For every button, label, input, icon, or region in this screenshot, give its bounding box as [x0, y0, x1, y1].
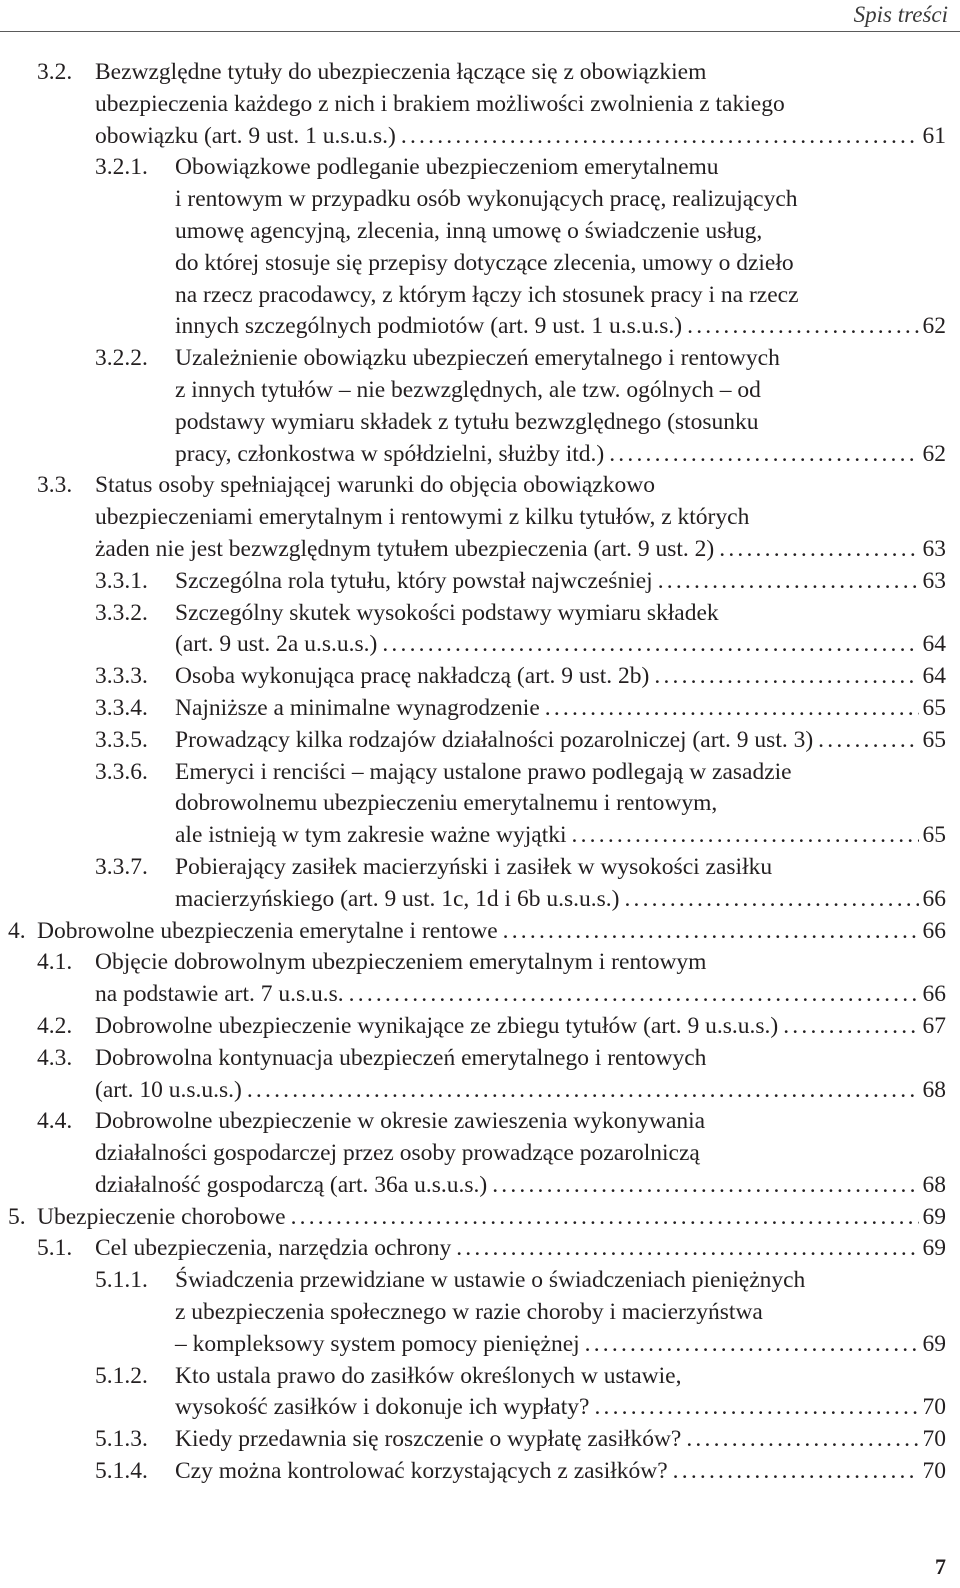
toc-entry-title-line: umowę agencyjną, zlecenia, inną umowę o świadczenie usług,: [175, 217, 763, 244]
toc-entry-page: 62: [922, 440, 946, 467]
toc-entry-page: 69: [922, 1203, 946, 1230]
toc-entry-title-line: ale istnieją w tym zakresie ważne wyjątki: [175, 822, 567, 849]
toc-entry-page: 64: [922, 631, 946, 658]
toc-entry-number: 4.2.: [37, 1012, 73, 1039]
toc-entry-title-line: Objęcie dobrowolnym ubezpieczeniem emerytalnym i rentowym: [95, 949, 707, 976]
toc-entry-title-line: Emeryci i renciści – mający ustalone prawo podlegają w zasadzie: [175, 758, 792, 785]
toc-entry-number: 5.1.: [37, 1235, 73, 1262]
toc-entry-page: 65: [922, 694, 946, 721]
toc-entry-number: 4.: [8, 917, 26, 944]
dot-leader: [783, 1011, 918, 1043]
toc-entry-title-line: Osoba wykonująca pracę nakładczą (art. 9 ust. 2b): [175, 663, 650, 690]
toc-entry[interactable]: [0, 1011, 946, 1043]
toc-entry-page: 65: [922, 726, 946, 753]
toc-entry-title-line: (art. 9 ust. 2a u.s.u.s.): [175, 631, 378, 658]
toc-entry-page: 70: [922, 1458, 946, 1485]
toc-entry-title-line: Bezwzględne tytuły do ubezpieczenia łączące się z obowiązkiem: [95, 59, 707, 85]
dot-leader: [686, 1424, 918, 1456]
toc-entry-title-line: Obowiązkowe podleganie ubezpieczeniom emerytalnemu: [175, 154, 719, 181]
dot-leader: [609, 439, 918, 471]
toc-entry-number: 3.3.4.: [95, 694, 148, 721]
toc-entry-number: 5.: [8, 1203, 26, 1230]
toc-entry-title-line: i rentowym w przypadku osób wykonujących pracę, realizujących: [175, 186, 798, 213]
toc-entry[interactable]: [0, 152, 946, 343]
toc-entry[interactable]: [0, 470, 946, 565]
toc-entry-title-line: Ubezpieczenie chorobowe: [37, 1203, 286, 1230]
toc-entry[interactable]: [0, 1233, 946, 1265]
toc-entry[interactable]: [0, 693, 946, 725]
toc-entry-title-line: do której stosuje się przepisy dotyczące zlecenia, umowy o dzieło: [175, 249, 794, 276]
toc-entry-title-line: Czy można kontrolować korzystających z zasiłków?: [175, 1458, 668, 1485]
toc-entry-page: 65: [922, 822, 946, 849]
toc-entry-title-line: Świadczenia przewidziane w ustawie o świadczeniach pieniężnych: [175, 1267, 806, 1294]
toc-entry-title-line: Dobrowolne ubezpieczenie w okresie zawieszenia wykonywania: [95, 1108, 706, 1135]
toc-entry-number: 3.3.1.: [95, 567, 148, 594]
toc-entry-page: 62: [922, 313, 946, 340]
toc-entry[interactable]: [0, 725, 946, 757]
toc-entry-title-line: ubezpieczeniami emerytalnym i rentowymi z kilku tytułów, z których: [95, 504, 750, 531]
toc-entry-title-line: macierzyńskiego (art. 9 ust. 1c, 1d i 6b u.s.u.s.): [175, 885, 620, 912]
toc-entry-title-line: Dobrowolne ubezpieczenie wynikające ze zbiegu tytułów (art. 9 u.s.u.s.): [95, 1012, 779, 1039]
dot-leader: [247, 1075, 919, 1107]
toc-entry[interactable]: [0, 598, 946, 662]
toc-entry-page: 63: [922, 535, 946, 562]
toc-entry-number: 5.1.2.: [95, 1362, 148, 1389]
dot-leader: [492, 1170, 918, 1202]
toc-entry-number: 5.1.4.: [95, 1458, 148, 1485]
toc-entry-number: 3.2.2.: [95, 345, 148, 372]
dot-leader: [719, 534, 918, 566]
toc-entry-title-line: Pobierający zasiłek macierzyński i zasiłek w wysokości zasiłku: [175, 853, 773, 880]
toc-entry-page: 61: [922, 122, 946, 149]
toc-entry-title-line: podstawy wymiaru składek z tytułu bezwzględnego (stosunku: [175, 408, 759, 435]
toc-entry-title-line: dobrowolnemu ubezpieczeniu emerytalnemu i rentowym,: [175, 790, 718, 817]
dot-leader: [585, 1329, 919, 1361]
toc-entry[interactable]: [0, 343, 946, 470]
toc-entry-title-line: na podstawie art. 7 u.s.u.s.: [95, 981, 344, 1008]
dot-leader: [818, 725, 918, 757]
toc-entry-page: 70: [922, 1426, 946, 1453]
dot-leader: [349, 979, 919, 1011]
toc-entry-title-line: innych szczególnych podmiotów (art. 9 ust. 1 u.s.u.s.): [175, 313, 683, 340]
toc-entry-title-line: z innych tytułów – nie bezwzględnych, ale tzw. ogólnych – od: [175, 376, 761, 403]
toc-entry-number: 4.3.: [37, 1044, 73, 1071]
toc-entry[interactable]: [0, 1361, 946, 1425]
toc-entry-page: 64: [922, 663, 946, 690]
toc-entry-page: 69: [922, 1235, 946, 1262]
toc-entry-page: 63: [922, 567, 946, 594]
toc-entry-number: 5.1.1.: [95, 1267, 148, 1294]
toc-entry-title-line: Prowadzący kilka rodzajów działalności pozarolniczej (art. 9 ust. 3): [175, 726, 814, 753]
toc-entry-number: 4.4.: [37, 1108, 73, 1135]
running-head: Spis treści: [853, 2, 948, 27]
toc-entry-title-line: Cel ubezpieczenia, narzędzia ochrony: [95, 1235, 452, 1262]
toc-entry[interactable]: [0, 1424, 946, 1456]
dot-leader: [382, 629, 918, 661]
toc-entry-title-line: na rzecz pracodawcy, z którym łączy ich stosunek pracy i na rzecz: [175, 281, 799, 308]
toc-entry-page: 70: [922, 1394, 946, 1421]
toc-entry[interactable]: [0, 566, 946, 598]
dot-leader: [658, 566, 919, 598]
toc-entry[interactable]: [0, 757, 946, 852]
toc-entry-page: 68: [922, 1171, 946, 1198]
toc-entry-title-line: – kompleksowy system pomocy pieniężnej: [175, 1330, 580, 1357]
toc-entry-number: 3.3.: [37, 472, 73, 499]
dot-leader: [401, 121, 919, 153]
toc-entry-page: 66: [922, 917, 946, 944]
toc-entry-title-line: (art. 10 u.s.u.s.): [95, 1076, 242, 1103]
toc-entry-title-line: wysokość zasiłków i dokonuje ich wypłaty?: [175, 1394, 590, 1421]
dot-leader: [503, 916, 919, 948]
toc-entry[interactable]: [0, 661, 946, 693]
toc-entry-title-line: Dobrowolne ubezpieczenia emerytalne i rentowe: [37, 917, 498, 944]
toc-entry-title-line: z ubezpieczenia społecznego w razie choroby i macierzyństwa: [175, 1299, 763, 1326]
toc-entry-title-line: ubezpieczenia każdego z nich i brakiem możliwości zwolnienia z takiego: [95, 90, 785, 117]
toc-entry-title-line: Uzależnienie obowiązku ubezpieczeń emerytalnego i rentowych: [175, 345, 780, 372]
table-of-contents: [0, 57, 946, 1488]
toc-entry-title-line: Status osoby spełniającej warunki do objęcia obowiązkowo: [95, 472, 655, 499]
header-rule: [0, 31, 960, 32]
toc-entry-title-line: żaden nie jest bezwzględnym tytułem ubezpieczenia (art. 9 ust. 2): [95, 535, 715, 562]
toc-entry-title-line: Dobrowolna kontynuacja ubezpieczeń emerytalnego i rentowych: [95, 1044, 707, 1071]
toc-entry-title-line: Szczególny skutek wysokości podstawy wymiaru składek: [175, 599, 719, 626]
toc-entry-number: 3.3.5.: [95, 726, 148, 753]
toc-entry[interactable]: [0, 947, 946, 1011]
dot-leader: [624, 884, 918, 916]
dot-leader: [572, 820, 919, 852]
toc-entry-title-line: działalności gospodarczej przez osoby prowadzące pozarolniczą: [95, 1140, 700, 1167]
toc-entry[interactable]: [0, 1043, 946, 1107]
dot-leader: [594, 1392, 918, 1424]
toc-entry[interactable]: [0, 1106, 946, 1201]
toc-entry-title-line: Szczególna rola tytułu, który powstał najwcześniej: [175, 567, 653, 594]
toc-entry-number: 3.3.2.: [95, 599, 148, 626]
toc-entry-page: 66: [922, 885, 946, 912]
toc-entry-number: 3.2.1.: [95, 154, 148, 181]
toc-entry[interactable]: [0, 1202, 946, 1234]
dot-leader: [291, 1202, 919, 1234]
page-number: 7: [935, 1554, 946, 1579]
toc-entry-title-line: pracy, członkostwa w spółdzielni, służby itd.): [175, 440, 605, 467]
toc-entry-page: 67: [922, 1012, 946, 1039]
dot-leader: [545, 693, 919, 725]
toc-entry-number: 3.3.7.: [95, 853, 148, 880]
toc-entry-title-line: działalność gospodarczą (art. 36a u.s.u.s.): [95, 1171, 488, 1198]
dot-leader: [673, 1456, 919, 1488]
toc-entry-number: 3.3.3.: [95, 663, 148, 690]
toc-entry-page: 66: [922, 981, 946, 1008]
toc-entry[interactable]: [0, 852, 946, 916]
dot-leader: [654, 661, 918, 693]
toc-entry-number: 4.1.: [37, 949, 73, 976]
toc-entry[interactable]: [0, 57, 946, 152]
toc-entry[interactable]: [0, 1265, 946, 1360]
dot-leader: [687, 311, 918, 343]
toc-entry-title-line: Najniższe a minimalne wynagrodzenie: [175, 694, 540, 721]
toc-entry[interactable]: [0, 1456, 946, 1488]
dot-leader: [456, 1233, 918, 1265]
toc-entry-title-line: Kiedy przedawnia się roszczenie o wypłatę zasiłków?: [175, 1426, 682, 1453]
toc-entry-number: 3.3.6.: [95, 758, 148, 785]
toc-entry-page: 69: [922, 1330, 946, 1357]
toc-entry[interactable]: [0, 916, 946, 948]
toc-entry-number: 5.1.3.: [95, 1426, 148, 1453]
toc-entry-page: 68: [922, 1076, 946, 1103]
toc-entry-title-line: Kto ustala prawo do zasiłków określonych w ustawie,: [175, 1362, 682, 1389]
toc-entry-title-line: obowiązku (art. 9 ust. 1 u.s.u.s.): [95, 122, 396, 149]
toc-entry-number: 3.2.: [37, 59, 73, 85]
